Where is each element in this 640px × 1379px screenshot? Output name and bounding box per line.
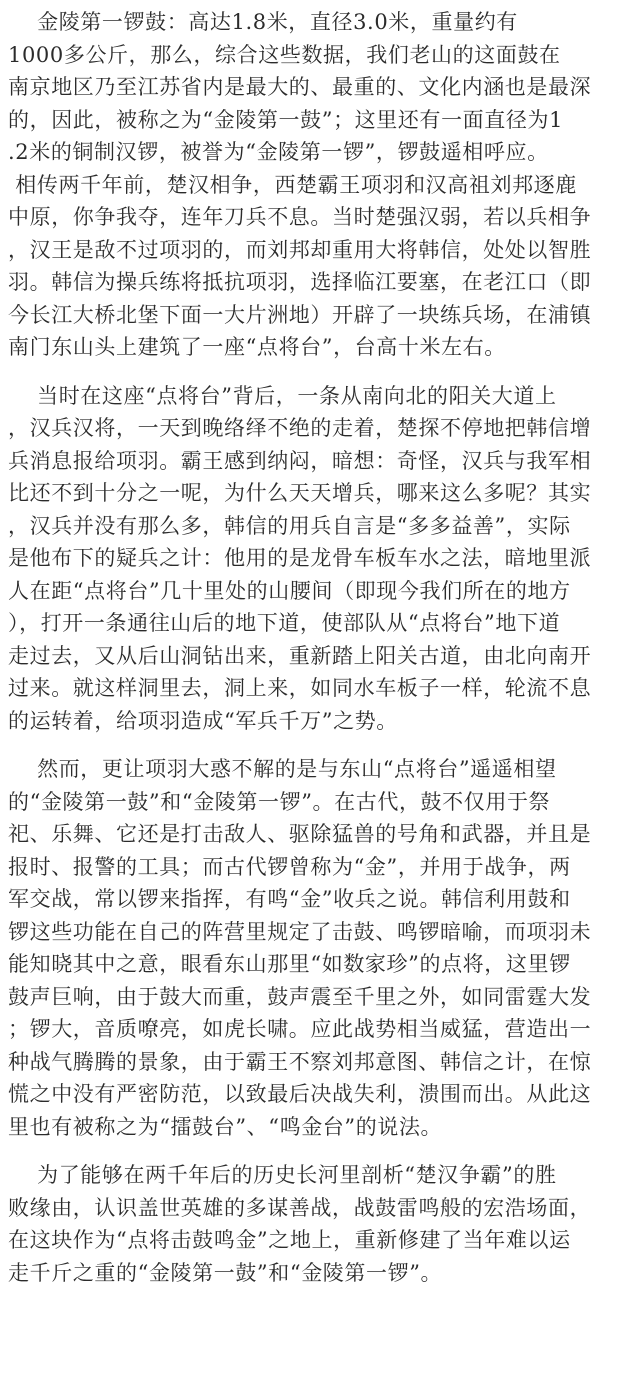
text-line: 祀、乐舞、它还是打击敌人、驱除猛兽的号角和武器，并且是 (8, 822, 592, 846)
text-line: 是他布下的疑兵之计：他用的是龙骨车板车水之法，暗地里派 (8, 546, 592, 570)
paragraph-rebuild (8, 1159, 632, 1289)
text-line: 的“金陵第一鼓”和“金陵第一锣”。在古代，鼓不仅用于祭 (8, 789, 551, 814)
text-line: 比还不到十分之一呢，为什么天天增兵，哪来这么多呢？其实 (8, 481, 592, 505)
paragraph-gap (8, 1143, 632, 1159)
paragraph-gap (8, 364, 632, 380)
text-line: 败缘由，认识盖世英雄的多谋善战，战鼓雷鸣般的宏浩场面， (8, 1195, 592, 1220)
paragraph-drum-gong-intro (8, 6, 632, 364)
text-line: 的，因此，被称之为“金陵第一鼓”；这里还有一面直径为1 (8, 107, 564, 132)
text-line: ），打开一条通往山后的地下道，使部队从“点将台”地下道 (8, 611, 561, 635)
text-line: ，汉兵并没有那么多，韩信的用兵自言是“多多益善”，实际 (8, 513, 571, 538)
paragraph-drum-and-gong (8, 753, 632, 1143)
text-line: 南京地区乃至江苏省内是最大的、最重的、文化内涵也是最深 (8, 75, 592, 99)
text-line: 兵消息报给项羽。霸王感到纳闷，暗想：奇怪，汉兵与我军相 (8, 448, 592, 473)
text-line: 在这块作为“点将击鼓鸣金”之地上，重新修建了当年难以运 (8, 1228, 571, 1252)
text-line: 军交战，常以锣来指挥，有鸣“金”收兵之说。韩信利用鼓和 (8, 887, 571, 911)
text-line: 锣这些功能在自己的阵营里规定了击鼓、鸣锣暗喻，而项羽未 (8, 919, 592, 944)
paragraph-dianjiangtai (8, 380, 632, 738)
text-line: 报时、报警的工具；而古代锣曾称为“金”，并用于战争，两 (8, 854, 571, 879)
paragraph-gap (8, 737, 632, 753)
text-line: 然而，更让项羽大惑不解的是与东山“点将台”遥遥相望 (8, 757, 557, 781)
text-line: 为了能够在两千年后的历史长河里剖析“楚汉争霸”的胜 (8, 1163, 557, 1187)
text-line: .2米的铜制汉锣，被誉为“金陵第一锣”，锣鼓遥相呼应。 (8, 140, 549, 164)
text-line: 当时在这座“点将台”背后，一条从南向北的阳关大道上 (8, 383, 557, 408)
text-line: 的运转着，给项羽造成“军兵千万”之势。 (8, 708, 398, 733)
text-line: 里也有被称之为“擂鼓台”、“鸣金台”的说法。 (8, 1114, 443, 1139)
text-line: 慌之中没有严密防范，以致最后决战失利，溃围而出。从此这 (8, 1082, 592, 1106)
text-line: 中原，你争我夺，连年刀兵不息。当时楚强汉弱，若以兵相争 (8, 205, 592, 229)
text-line: ；锣大，音质嘹亮，如虎长啸。应此战势相当威猛，营造出一 (8, 1017, 592, 1041)
text-line: 相传两千年前，楚汉相争，西楚霸王项羽和汉高祖刘邦逐鹿 (8, 172, 577, 197)
text-line: 1000多公斤，那么，综合这些数据，我们老山的这面鼓在 (8, 42, 561, 67)
text-line: 南门东山头上建筑了一座“点将台”，台高十米左右。 (8, 335, 506, 359)
text-line: 鼓声巨响，由于鼓大而重，鼓声震至千里之外，如同雷霆大发 (8, 984, 592, 1009)
text-line: ，汉兵汉将，一天到晚络绎不绝的走着，楚探不停地把韩信增 (8, 416, 592, 440)
text-line: ，汉王是敌不过项羽的，而刘邦却重用大将韩信，处处以智胜 (8, 237, 592, 262)
text-line: 金陵第一锣鼓：高达1.8米，直径3.0米，重量约有 (8, 10, 518, 34)
text-line: 走过去，又从后山洞钻出来，重新踏上阳关古道，由北向南开 (8, 643, 592, 668)
text-line: 种战气腾腾的景象，由于霸王不察刘邦意图、韩信之计，在惊 (8, 1049, 592, 1074)
text-line: 走千斤之重的“金陵第一鼓”和“金陵第一锣”。 (8, 1260, 443, 1285)
text-line: 过来。就这样洞里去，洞上来，如同水车板子一样，轮流不息 (8, 676, 592, 700)
text-line: 羽。韩信为操兵练将抵抗项羽，选择临江要塞，在老江口（即 (8, 270, 592, 294)
text-line: 人在距“点将台”几十里处的山腰间（即现今我们所在的地方 (8, 578, 571, 603)
text-line: 能知晓其中之意，眼看东山那里“如数家珍”的点将，这里锣 (8, 952, 571, 976)
text-line: 今长江大桥北堡下面一大片洲地）开辟了一块练兵场，在浦镇 (8, 302, 592, 327)
